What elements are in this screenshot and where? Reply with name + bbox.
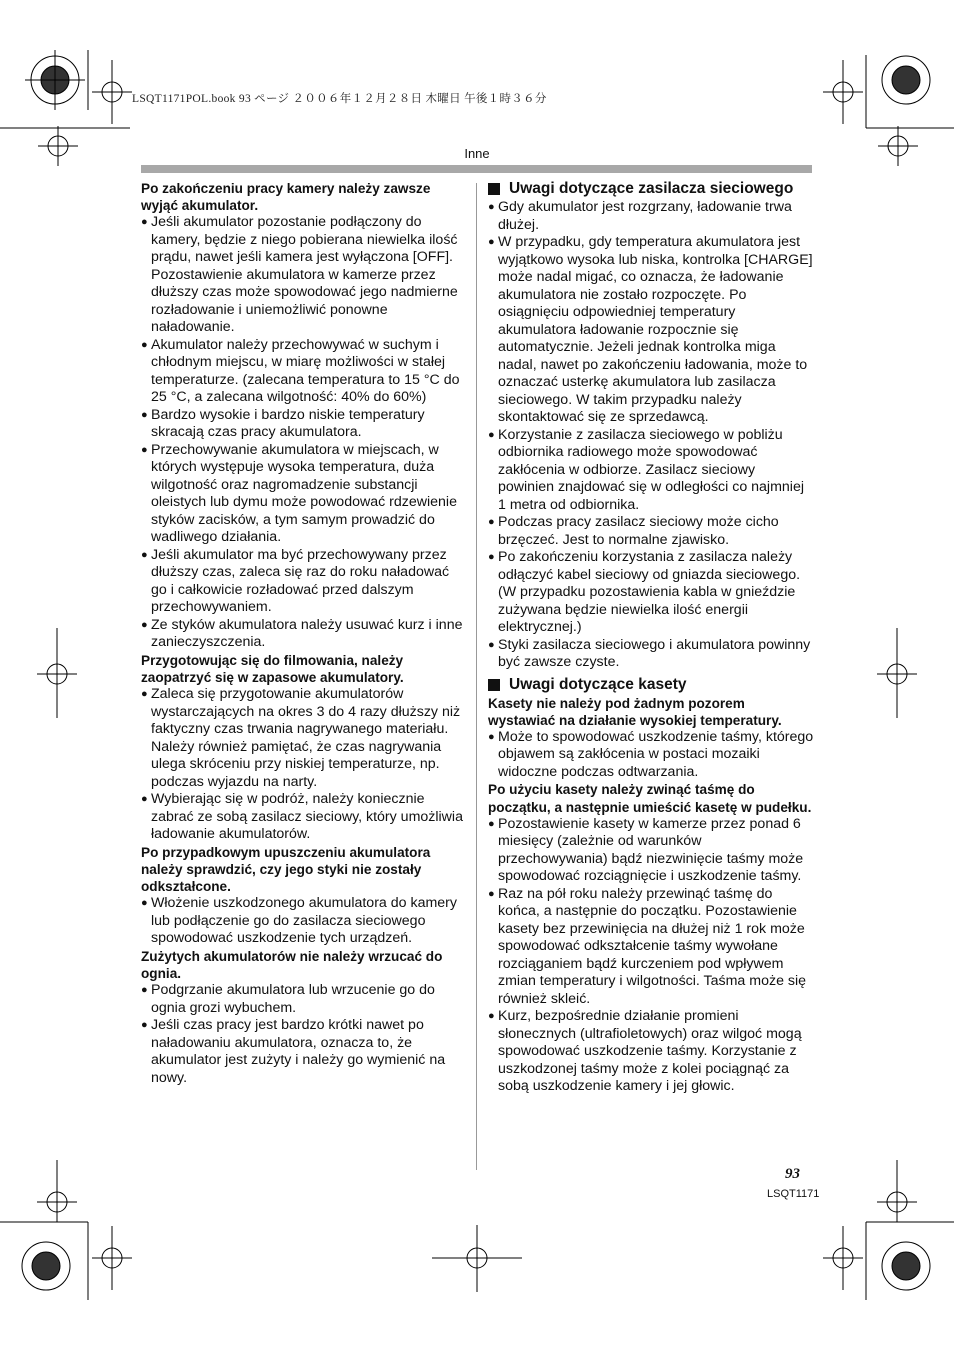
bullet-icon: ● <box>141 216 148 229</box>
bullet-icon: ● <box>141 897 148 910</box>
bold-paragraph: Po zakończeniu pracy kamery należy zawsze wyjąć akumulator. <box>141 181 431 214</box>
bullet-item: ● Raz na pół roku należy przewinąć taśmę do końca, a następnie do początku. Pozostawienie kasety bez przewinięcia na dłużej niż 1 rok może spowodować odkształcenie taśmy wywołane rozciąganiem bądź kurczeniem pod wpływem zmian temperatury i wilgotności. Taśma może się również skleić. <box>488 885 807 1007</box>
bullet-item: ● Styki zasilacza sieciowego i akumulatora powinny być zawsze czyste. <box>488 636 811 670</box>
bullet-item: ● Jeśli czas pracy jest bardzo krótki nawet po naładowaniu akumulatora, oznacza to, że akumulator jest zużyty i należy go wymienić na nowy. <box>141 1017 446 1086</box>
right-column <box>488 180 814 1096</box>
bold-paragraph: Przygotowując się do filmowania, należy zaopatrzyć się w zapasowe akumulatory. <box>141 652 404 686</box>
bullet-item: ● Jeśli akumulator pozostanie podłączony do kamery, będzie z niego pobierana niewielka ilość prądu, nawet jeśli kamera jest wyłączona [OFF]. Pozostawienie akumulatora w kamerze przez dłuższy czas może spowodować jego nadmierne rozładowanie i uniemożliwić ponowne naładowanie. <box>141 214 458 336</box>
bullet-icon: ● <box>141 984 148 997</box>
left-column <box>141 180 467 1087</box>
bullet-icon: ● <box>141 1019 148 1032</box>
bullet-icon: ● <box>141 793 148 806</box>
bullet-item: ● Zaleca się przygotowanie akumulatorów wystarczających na okres 3 do 4 razy dłuższy niż faktyczny czas trwania nagrywanego materiału. Należy również pamiętać, że czas nagrywania ulega skróceniu przy niskiej temperaturze, np. podczas wyjazdu na narty. <box>141 686 461 790</box>
bullet-icon: ● <box>488 428 495 441</box>
header-bar <box>141 165 812 173</box>
bullet-icon: ● <box>141 408 148 421</box>
page-code: LSQT1171 <box>767 1188 820 1200</box>
bold-paragraph: Po przypadkowym upuszczeniu akumulatora należy sprawdzić, czy jego styki nie zostały odkształcone. <box>141 844 431 895</box>
bullet-item: ● Akumulator należy przechowywać w suchym i chłodnym miejscu, w miarę możliwości w stałej temperaturze. (zalecana temperatura to 15 °C do 25 °C, a zalecana wilgotność: 40% do 60%) <box>141 336 460 406</box>
bullet-icon: ● <box>488 730 495 743</box>
page-number: 93 <box>785 1166 800 1182</box>
bullet-icon: ● <box>141 618 148 631</box>
bullet-icon: ● <box>141 548 148 561</box>
bold-paragraph: Zużytych akumulatorów nie należy wrzucać do ognia. <box>141 948 443 982</box>
bullet-icon: ● <box>488 201 495 213</box>
bold-paragraph: Kasety nie należy pod żadnym pozorem wystawiać na działanie wysokiej temperatury. <box>488 695 782 728</box>
bullet-item: ● Bardzo wysokie i bardzo niskie temperatury skracają czas pracy akumulatora. <box>141 406 425 441</box>
section-label: Inne <box>464 146 490 161</box>
bullet-icon: ● <box>141 443 148 456</box>
square-bullet-icon <box>488 183 500 195</box>
bullet-item: ● Ze styków akumulatora należy usuwać kurz i inne zanieczyszczenia. <box>141 616 463 651</box>
bullet-item: ● Korzystanie z zasilacza sieciowego w pobliżu odbiornika radiowego może spowodować zakłócenia w odbiorze. Zasilacz sieciowy powinien znajdować się w odległości co najmniej 1 metra od odbiornika. <box>488 426 804 513</box>
column-divider <box>476 183 477 1170</box>
bullet-item: ● Przechowywanie akumulatora w miejscach, w których występuje wysoka temperatura, duża wilgotność oraz nagromadzenie substancji oleistych lub dymu może powodować rdzewienie styków zacisków, a tym samym prowadzić do wadliwego działania. <box>141 441 457 546</box>
bullet-item: ● Jeśli akumulator ma być przechowywany przez dłuższy czas, zaleca się raz do roku naładować go i całkowicie rozładować przed dalszym przechowywaniem. <box>141 546 450 616</box>
bullet-item: ● Może to spowodować uszkodzenie taśmy, którego objawem są zakłócenia w postaci mozaiki widoczne podczas odtwarzania. <box>488 728 814 780</box>
print-header: LSQT1171POL.book 93 ページ ２００６年１２月２８日 木曜日 午後１時３６分 <box>132 93 547 105</box>
square-bullet-icon <box>488 679 500 691</box>
bullet-icon: ● <box>141 688 148 701</box>
bullet-icon: ● <box>488 236 495 248</box>
bullet-icon: ● <box>488 551 495 563</box>
bullet-item: ● Wybierając się w podróż, należy koniecznie zabrać ze sobą zasilacz sieciowy, który umożliwia ładowanie akumulatorów. <box>141 791 463 843</box>
section-heading: Uwagi dotyczące kasety <box>488 676 814 694</box>
bullet-item: ● W przypadku, gdy temperatura akumulatora jest wyjątkowo wysoka lub niska, kontrolka [CHARGE] może nadal migać, co oznacza, że ładowanie akumulatora nie zostało rozpoczęte. Po osiągnięciu odpowiedniej temperatury akumulatora ładowanie rozpocznie się automatycznie. Jeżeli jednak kontrolka miga nadal, nawet po zakończeniu ładowania, może to oznaczać usterkę akumulatora lub zasilacza sieciowego. W takim przypadku należy skontaktować się ze sprzedawcą. <box>488 234 813 425</box>
bold-paragraph: Po użyciu kasety należy zwinąć taśmę do początku, a następnie umieścić kasetę w pudełku. <box>488 782 812 815</box>
bullet-icon: ● <box>488 817 495 830</box>
bullet-icon: ● <box>488 638 495 651</box>
bullet-icon: ● <box>141 338 148 351</box>
bullet-item: ● Kurz, bezpośrednie działanie promieni słonecznych (ultrafioletowych) oraz wilgoć mogą spowodować uszkodzenie taśmy. Korzystanie z uszkodzonej taśmy może z kolei pociągnąć za sobą uszkodzenie kamery i jej głowic. <box>488 1008 802 1095</box>
bullet-item: ● Pozostawienie kasety w kamerze przez ponad 6 miesięcy (zależnie od warunków przechowywania) bądź niezwinięcie taśmy może spowodować rozciągnięcie i uszkodzenie taśmy. <box>488 815 804 885</box>
bullet-icon: ● <box>488 516 495 528</box>
bullet-item: ● Podczas pracy zasilacz sieciowy może cicho brzęczeć. Jest to normalne zjawisko. <box>488 514 779 548</box>
bullet-item: ● Gdy akumulator jest rozgrzany, ładowanie trwa dłużej. <box>488 199 792 233</box>
bullet-icon: ● <box>488 1010 495 1023</box>
bullet-icon: ● <box>488 887 495 900</box>
bullet-item: ● Włożenie uszkodzonego akumulatora do kamery lub podłączenie go do zasilacza sieciowego spowodować uszkodzenie tych urządzeń. <box>141 895 457 947</box>
bullet-item: ● Podgrzanie akumulatora lub wrzucenie go do ognia grozi wybuchem. <box>141 982 435 1016</box>
section-heading: Uwagi dotyczące zasilacza sieciowego <box>488 180 814 198</box>
bullet-item: ● Po zakończeniu korzystania z zasilacza należy odłączyć kabel sieciowy od gniazda sieciowego. (W przypadku pozostawienia kabla w gnieździe zużywana będzie niewielka ilość energii elektrycznej.) <box>488 549 801 635</box>
